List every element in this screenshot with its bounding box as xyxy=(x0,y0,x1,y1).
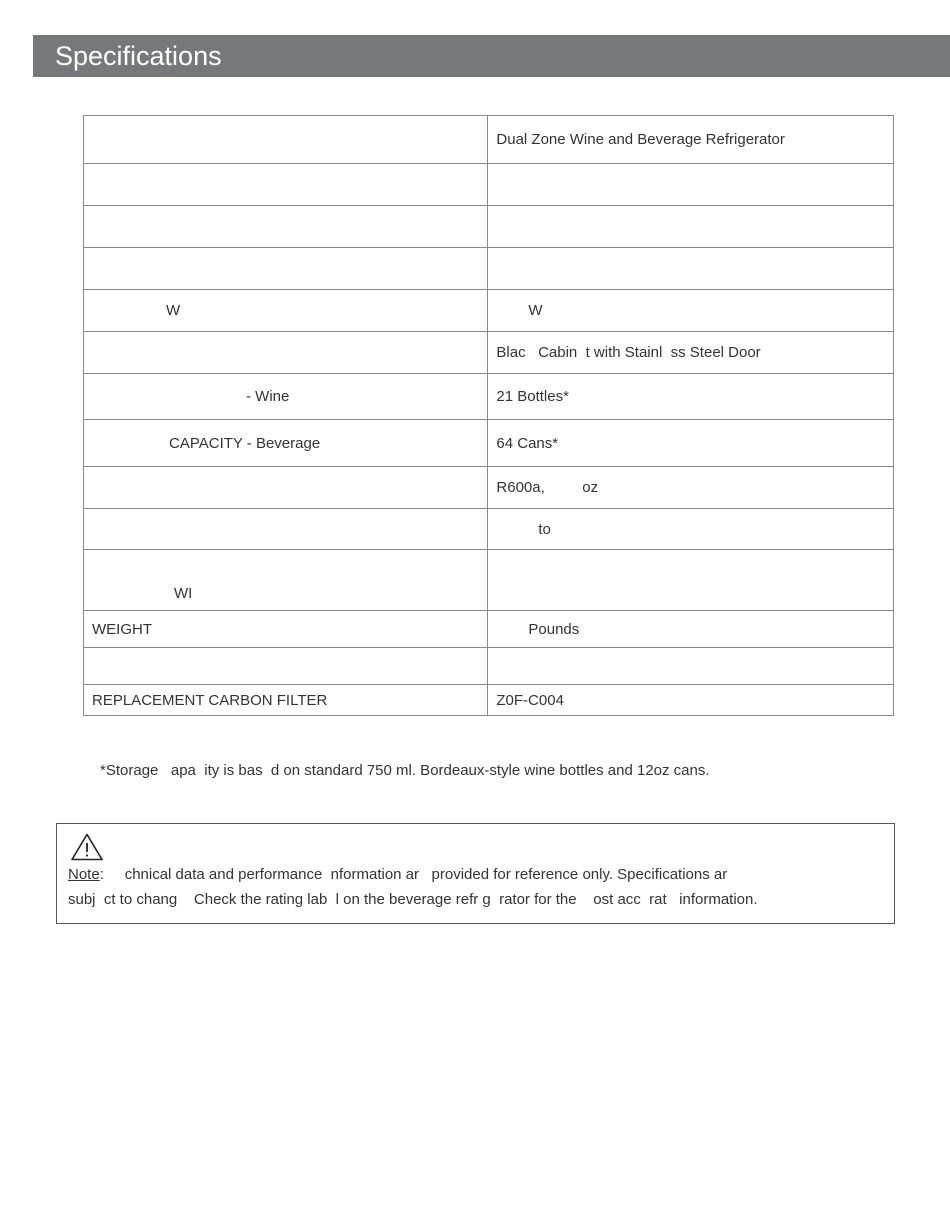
spec-value: to xyxy=(488,509,894,550)
spec-key xyxy=(84,509,488,550)
spec-value: Dual Zone Wine and Beverage Refrigerator xyxy=(488,116,894,164)
spec-key xyxy=(84,248,488,290)
section-header xyxy=(33,35,950,77)
spec-value: Blac Cabin t with Stainl ss Steel Door xyxy=(488,332,894,374)
spec-key xyxy=(84,467,488,509)
specifications-table xyxy=(83,115,894,716)
note-box xyxy=(56,823,895,924)
table-row xyxy=(84,164,894,206)
spec-value: R600a, oz xyxy=(488,467,894,509)
table-row xyxy=(84,116,894,164)
section-title: Specifications xyxy=(55,41,222,71)
spec-key xyxy=(84,116,488,164)
spec-key xyxy=(84,648,488,685)
spec-key: WI xyxy=(84,550,488,611)
spec-value: Pounds xyxy=(488,611,894,648)
table-row xyxy=(84,611,894,648)
spec-key xyxy=(84,206,488,248)
note-text-line-1 xyxy=(68,866,727,883)
table-row xyxy=(84,248,894,290)
note-text-line-2: subj ct to chang Check the rating lab l on the beverage refr g rator for the ost acc rat information. xyxy=(68,891,758,908)
table-row xyxy=(84,290,894,332)
spec-value xyxy=(488,248,894,290)
spec-key: - Wine xyxy=(84,374,488,420)
spec-key: CAPACITY - Beverage xyxy=(84,420,488,467)
note-label: Note xyxy=(68,866,100,883)
spec-value xyxy=(488,164,894,206)
table-row xyxy=(84,550,894,611)
spec-key: WEIGHT xyxy=(84,611,488,648)
storage-footnote: *Storage apa ity is bas d on standard 750 ml. Bordeaux-style wine bottles and 12oz cans. xyxy=(100,762,710,779)
spec-value: 64 Cans* xyxy=(488,420,894,467)
spec-value xyxy=(488,648,894,685)
note-text: : chnical data and performance nformation ar provided for reference only. Specifications ar xyxy=(99,866,728,883)
table-row xyxy=(84,420,894,467)
spec-value xyxy=(488,206,894,248)
spec-value: 21 Bottles* xyxy=(488,374,894,420)
table-row xyxy=(84,648,894,685)
table-row xyxy=(84,685,894,716)
table-row xyxy=(84,206,894,248)
spec-key xyxy=(84,164,488,206)
table-row xyxy=(84,374,894,420)
spec-value: W xyxy=(488,290,894,332)
spec-key: W xyxy=(84,290,488,332)
spec-key xyxy=(84,332,488,374)
table-row xyxy=(84,332,894,374)
table-row xyxy=(84,467,894,509)
spec-value xyxy=(488,550,894,611)
spec-key: REPLACEMENT CARBON FILTER xyxy=(84,685,488,716)
warning-triangle-icon xyxy=(71,833,103,861)
spec-value: Z0F-C004 xyxy=(488,685,894,716)
table-row xyxy=(84,509,894,550)
